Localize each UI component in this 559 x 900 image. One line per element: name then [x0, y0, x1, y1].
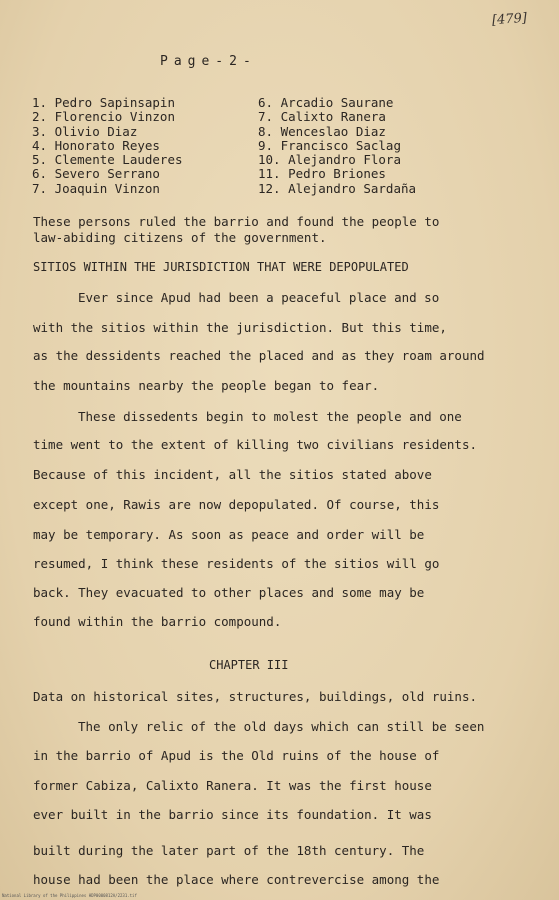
body-line: time went to the extent of killing two civilians residents. [33, 437, 478, 452]
body-line: the mountains nearby the people began to fear. [33, 378, 380, 393]
page-header: Page-2- [160, 54, 257, 69]
paragraph-line: law-abiding citizens of the government. [33, 230, 327, 245]
list-item: 7. Calixto Ranera [258, 109, 386, 125]
names-list-right [258, 96, 416, 196]
list-item: 11. Pedro Briones [258, 166, 386, 182]
paragraph-line: These persons ruled the barrio and found the people to [33, 214, 440, 229]
list-item: 10. Alejandro Flora [258, 152, 401, 168]
section-heading: SITIOS WITHIN THE JURISDICTION THAT WERE DEPOPULATED [33, 260, 409, 274]
body-line: with the sitios within the jurisdiction. But this time, [33, 320, 447, 335]
archive-footer: National Library of the Philippines HDP0000812A/2231.tif [2, 893, 137, 898]
list-item: 4. Honorato Reyes [32, 137, 160, 153]
list-item: 1. Pedro Sapinsapin [32, 95, 175, 110]
names-list-left [32, 96, 183, 196]
list-item: 12. Alejandro Sardaña [258, 180, 417, 196]
list-item: 2. Florencio Vinzon [32, 109, 175, 125]
list-item: 5. Clemente Lauderes [32, 152, 183, 168]
list-item: 8. Wenceslao Diaz [258, 123, 386, 139]
list-item: 3. Olivio Diaz [32, 123, 138, 139]
list-item: 9. Francisco Saclag [258, 137, 401, 153]
body-line: in the barrio of Apud is the Old ruins of the house of [33, 748, 440, 763]
body-line: except one, Rawis are now depopulated. Of course, this [33, 497, 440, 512]
body-line: may be temporary. As soon as peace and order will be [33, 527, 425, 542]
body-line: These dissedents begin to molest the people and one [78, 409, 462, 424]
body-line: house had been the place where contrevercise among the [33, 872, 440, 887]
body-line: Ever since Apud had been a peaceful place and so [78, 290, 440, 305]
body-line: Because of this incident, all the sitios stated above [33, 467, 432, 482]
body-line: as the dessidents reached the placed and as they roam around [33, 348, 485, 363]
list-item: 7. Joaquin Vinzon [32, 180, 160, 196]
list-item: 6. Severo Serrano [32, 166, 160, 182]
chapter-heading: CHAPTER III [209, 658, 289, 672]
body-line: found within the barrio compound. [33, 614, 282, 629]
body-line: built during the later part of the 18th century. The [33, 843, 425, 858]
list-item: 6. Arcadio Saurane [258, 95, 394, 110]
chapter-subtitle: Data on historical sites, structures, buildings, old ruins. [33, 689, 478, 704]
handwritten-page-number: [479] [491, 10, 528, 29]
body-line: ever built in the barrio since its foundation. It was [33, 807, 432, 822]
body-line: resumed, I think these residents of the sitios will go [33, 556, 440, 571]
body-line: back. They evacuated to other places and some may be [33, 585, 425, 600]
body-line: The only relic of the old days which can still be seen [78, 719, 485, 734]
body-line: former Cabiza, Calixto Ranera. It was the first house [33, 778, 432, 793]
